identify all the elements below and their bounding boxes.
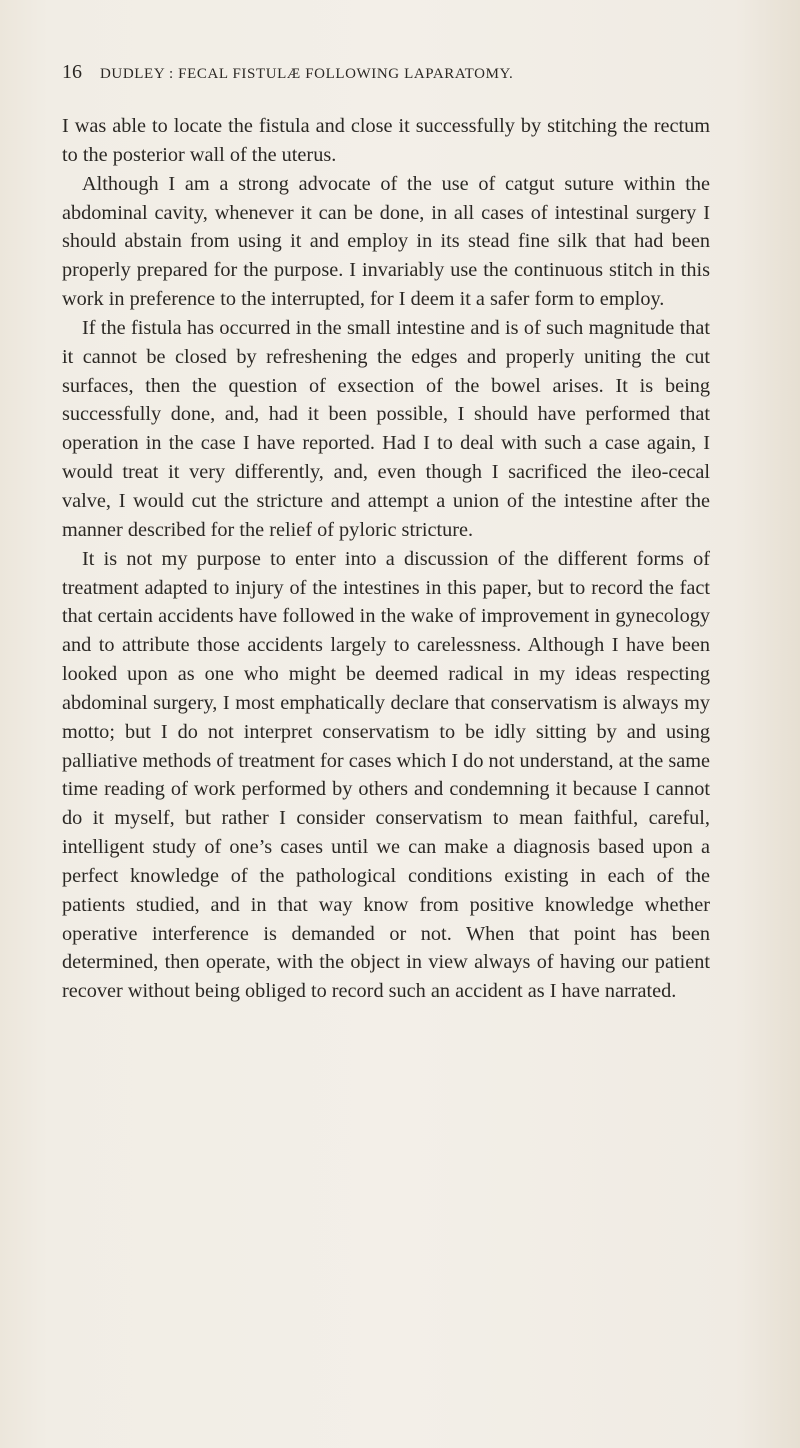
paragraph: I was able to locate the fistula and close it successfully by stitching the rectum to the posterior wall of the uterus. [62,115,710,166]
paragraph: Although I am a strong advocate of the use of catgut suture within the abdominal cavity, whenever it can be done, in all cases of intestinal surgery I should abstain from using it and employ in its stead fine silk that had been properly prepared for the purpose. I invariably use the continuous stitch in this work in preference to the interrupted, for I deem it a safer form to employ. [62,172,710,311]
running-head-title: DUDLEY : FECAL FISTULÆ FOLLOWING LAPARATOMY. [100,66,514,82]
paragraph: If the fistula has occurred in the small intestine and is of such magnitude that it cannot be closed by refreshening the edges and properly uniting the cut surfaces, then the question of exsection of the bowel arises. It is being successfully done, and, had it been possible, I should have performed that operation in the case I have reported. Had I to deal with such a case again, I would treat it very differently, and, even though I sacrificed the ileo-cecal valve, I would cut the stricture and attempt a union of the intestine after the manner described for the relief of pyloric stricture. [62,316,710,541]
paragraph: It is not my purpose to enter into a discussion of the different forms of treatment adapted to injury of the intestines in this paper, but to record the fact that certain accidents have followed in the wake of improvement in gynecology and to attribute those accidents largely to carelessness. Although I have been looked upon as one who might be deemed radical in my ideas respecting abdominal surgery, I most emphatically declare that conservatism is always my motto; but I do not interpret conservatism to be idly sitting by and using palliative methods of treatment for cases which I do not understand, at the same time reading of work performed by others and condemning it because I cannot do it myself, but rather I consider conservatism to mean faithful, careful, intelligent study of one’s cases until we can make a diagnosis based upon a perfect knowledge of the pathological conditions existing in each of the patients studied, and in that way know from positive knowledge whether operative interference is demanded or not. When that point has been determined, then operate, with the object in view always of having our patient recover without being obliged to record such an accident as I have narrated. [62,547,710,1003]
running-head [62,58,742,86]
body-text [62,112,710,1006]
page-number: 16 [62,61,82,83]
